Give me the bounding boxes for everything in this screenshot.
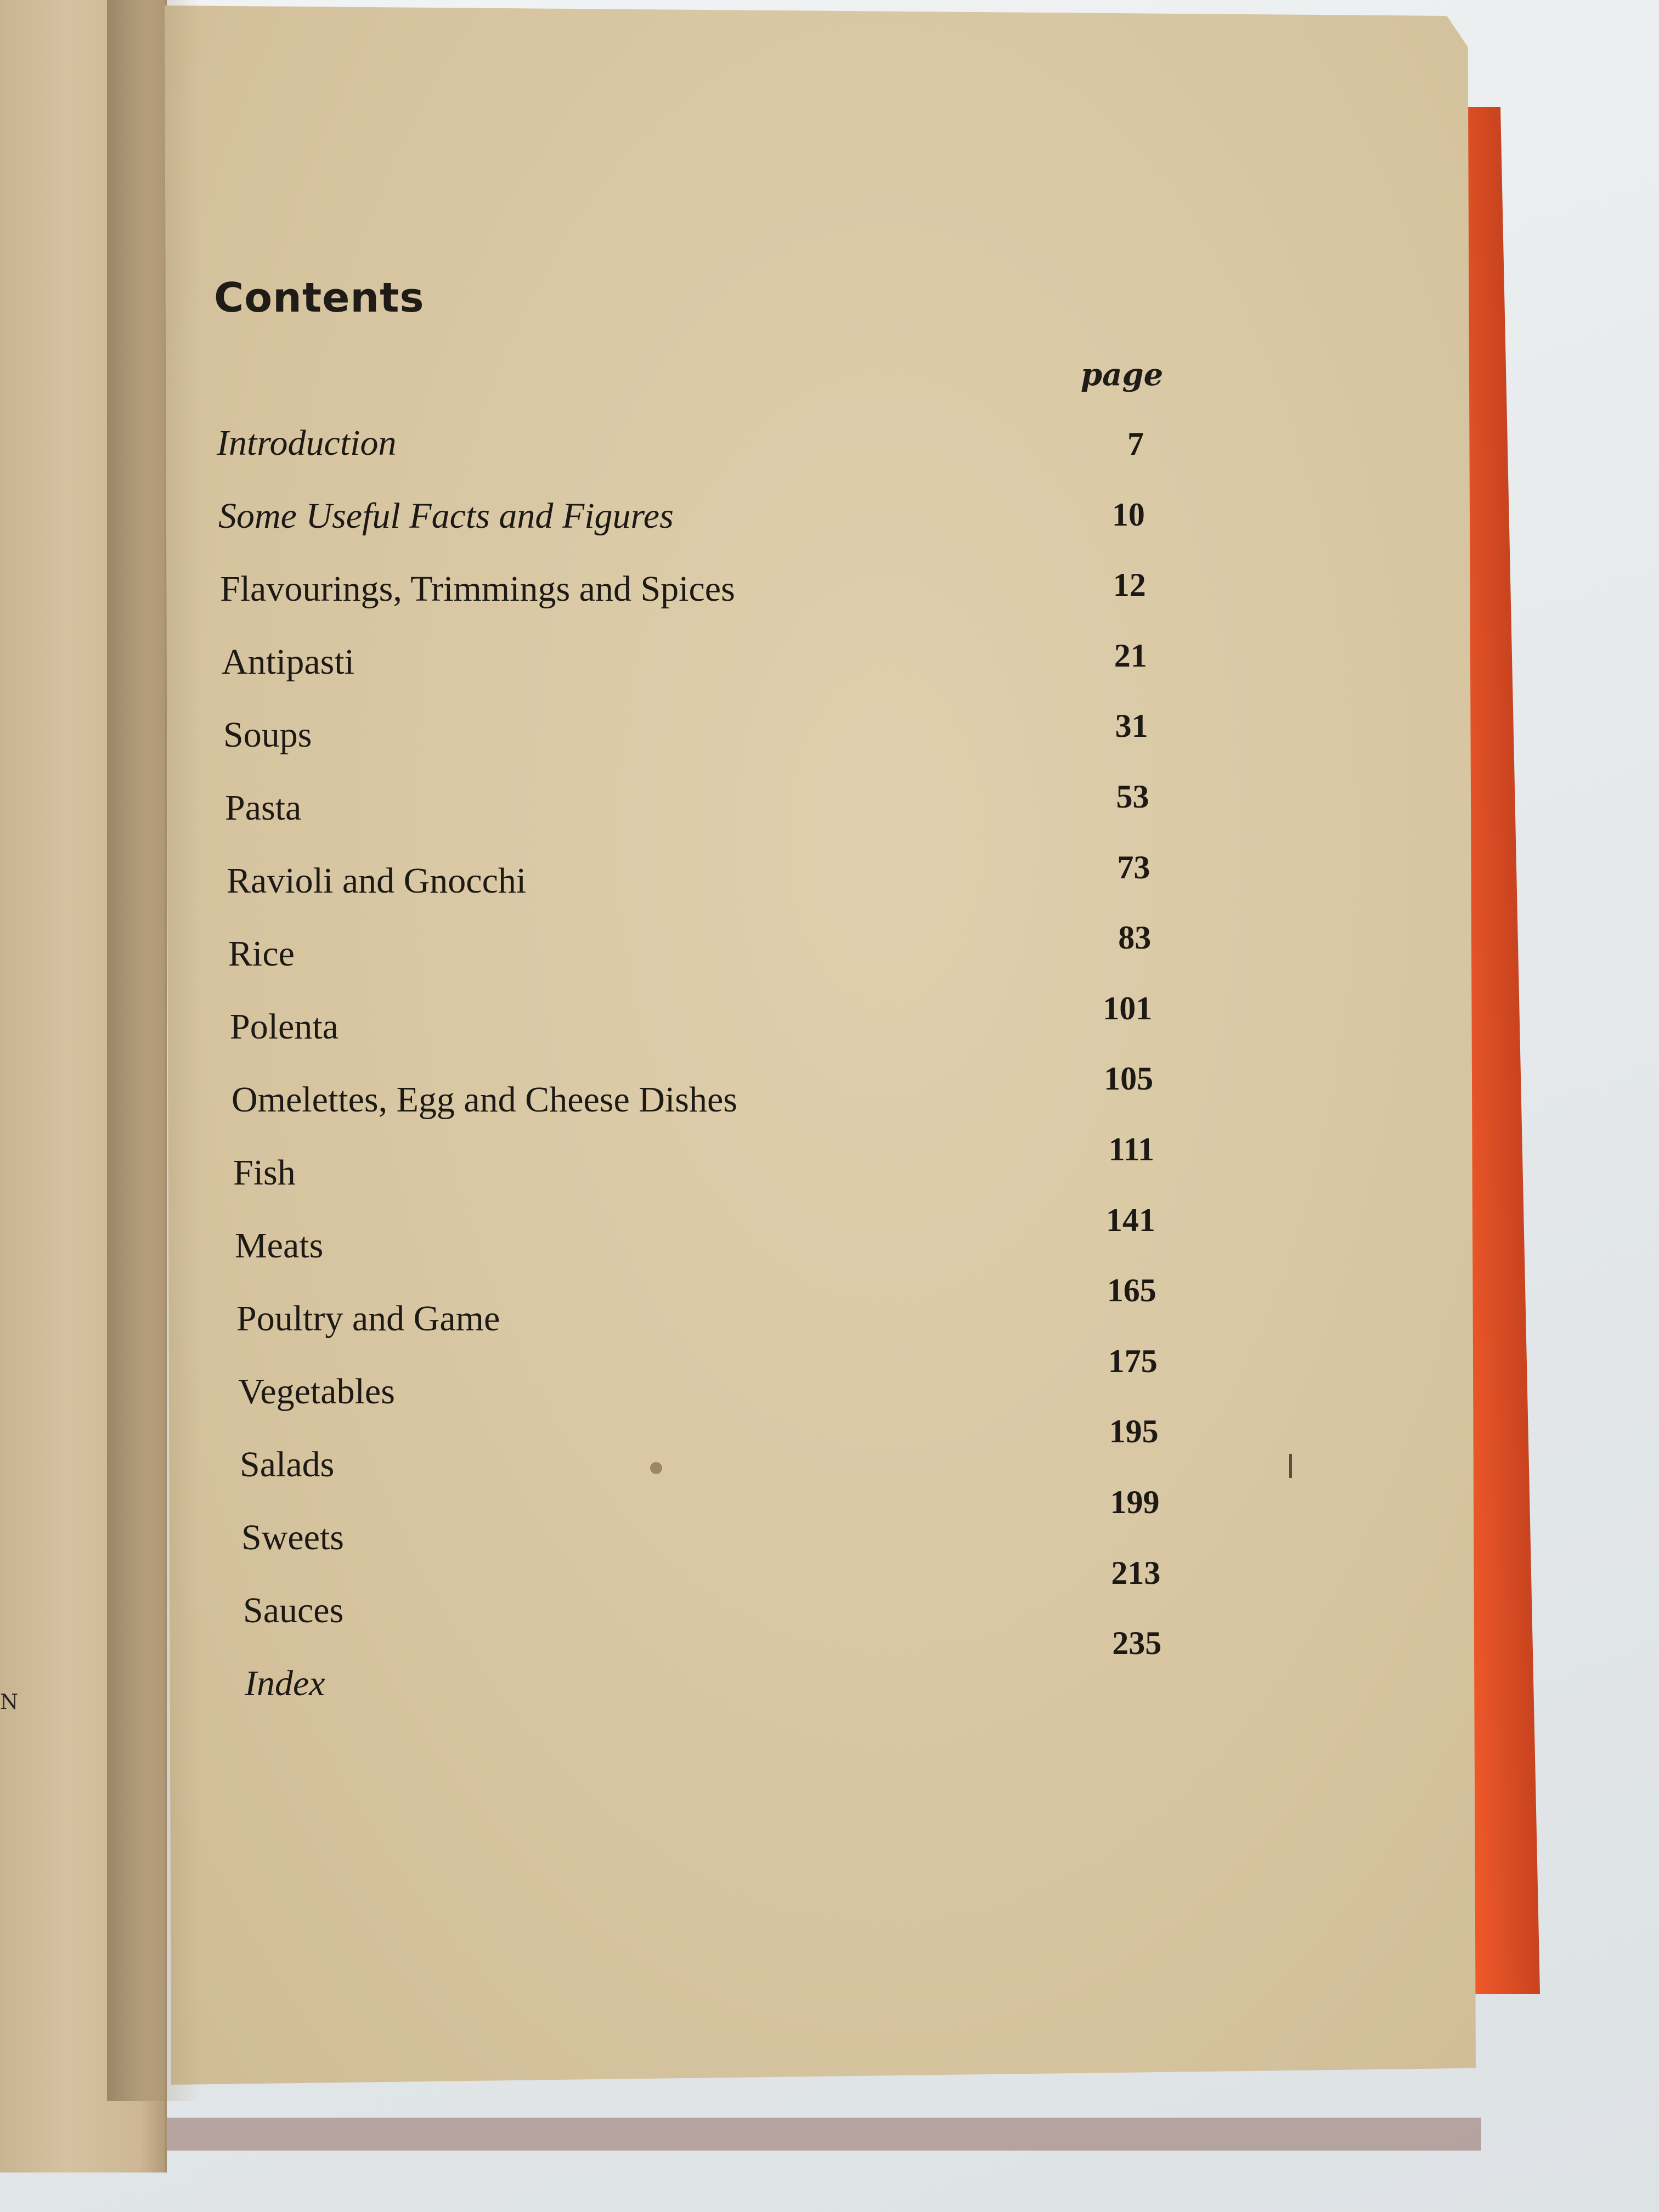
toc-entry-title: Some Useful Facts and Figures bbox=[218, 496, 674, 536]
toc-entry-title: Antipasti bbox=[222, 642, 354, 682]
toc-entry-page-number: 73 bbox=[1117, 849, 1150, 885]
book-bottom-edge bbox=[82, 2118, 1481, 2151]
toc-entry-title: Pasta bbox=[225, 788, 302, 828]
toc-entry-page-number: 111 bbox=[1108, 1131, 1154, 1167]
toc-entry-title: Flavourings, Trimmings and Spices bbox=[220, 569, 735, 609]
toc-entry-page-number: 213 bbox=[1111, 1554, 1161, 1591]
toc-entry-title: Rice bbox=[228, 934, 295, 974]
contents-heading: Contents bbox=[214, 274, 425, 321]
toc-entry-page-number: 199 bbox=[1110, 1484, 1160, 1520]
toc-entry-page-number: 53 bbox=[1116, 778, 1149, 815]
toc-entry-title: Meats bbox=[235, 1226, 324, 1266]
toc-entry-page-number: 31 bbox=[1115, 708, 1148, 744]
toc-entry-title: Omelettes, Egg and Cheese Dishes bbox=[232, 1080, 737, 1120]
toc-entry-page-number: 10 bbox=[1111, 496, 1145, 533]
paper-speck bbox=[650, 1462, 662, 1474]
toc-entry-title: Introduction bbox=[217, 423, 397, 463]
paper-mark bbox=[1289, 1454, 1292, 1478]
toc-entry-page-number: 21 bbox=[1114, 637, 1147, 674]
book-gutter-shadow bbox=[107, 0, 200, 2101]
toc-entry-page-number: 7 bbox=[1127, 426, 1144, 462]
toc-entry-title: Index bbox=[245, 1663, 325, 1703]
toc-entry-page-number: 12 bbox=[1113, 567, 1146, 603]
toc-entry-page-number: 165 bbox=[1107, 1272, 1156, 1309]
toc-entry-page-number: 141 bbox=[1105, 1201, 1155, 1238]
toc-entry-page-number: 101 bbox=[1103, 990, 1153, 1026]
toc-entry-title: Polenta bbox=[230, 1007, 338, 1047]
toc-entry-page-number: 105 bbox=[1104, 1060, 1154, 1097]
toc-entry-title: Sweets bbox=[241, 1517, 344, 1558]
toc-entry-title: Sauces bbox=[243, 1590, 344, 1630]
left-page-edge-text: N bbox=[0, 1690, 19, 1714]
toc-entry-page-number: 83 bbox=[1118, 919, 1152, 956]
toc-entry-title: Ravioli and Gnocchi bbox=[227, 861, 527, 901]
page-column-header: page bbox=[1081, 357, 1164, 393]
toc-entry-title: Fish bbox=[233, 1153, 296, 1193]
toc-entry-title: Soups bbox=[223, 715, 312, 755]
toc-entry-page-number: 195 bbox=[1109, 1413, 1159, 1450]
toc-entry-title: Vegetables bbox=[238, 1372, 395, 1412]
toc-entry-page-number: 235 bbox=[1112, 1625, 1162, 1662]
toc-entry-title: Salads bbox=[240, 1444, 335, 1485]
toc-entry-page-number: 175 bbox=[1108, 1342, 1158, 1379]
toc-entry-title: Poultry and Game bbox=[236, 1299, 500, 1339]
